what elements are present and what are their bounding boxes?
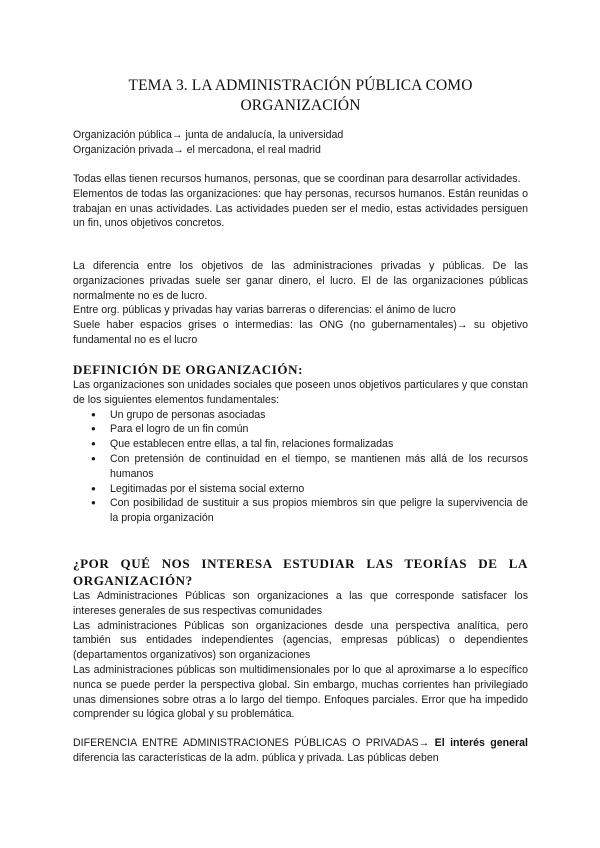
- resources-paragraph-block: [73, 172, 528, 231]
- objectives-paragraph: La diferencia entre los objetivos de las administraciones privadas y públicas. De las organizaciones privadas suele ser ganar dinero, el lucro. El de las organizaciones públicas normalmente no es de lucro.: [73, 260, 528, 302]
- page-title-line-1: TEMA 3. LA ADMINISTRACIÓN PÚBLICA COMO: [128, 77, 473, 94]
- why-paragraph-1: Las Administraciones Públicas son organizaciones a las que corresponde satisfacer los intereses generales de sus respectivas comunidades: [73, 590, 528, 617]
- page-title: [73, 76, 528, 116]
- why-block: [73, 589, 528, 722]
- intro-block: [73, 128, 528, 158]
- definition-intro: Las organizaciones son unidades sociales que poseen unos objetivos particulares y que constan de los siguientes elementos fundamentales:: [73, 379, 528, 406]
- definition-list-item: ● Con pretensión de continuidad en el tiempo, se mantienen más allá de los recursos humanos: [73, 452, 528, 482]
- page-title-line-2: ORGANIZACIÓN: [240, 97, 361, 114]
- definition-heading: DEFINICIÓN DE ORGANIZACIÓN:: [73, 362, 303, 377]
- objectives-paragraph-block: [73, 259, 528, 348]
- why-heading: ¿POR QUÉ NOS INTERESA ESTUDIAR LAS TEORÍAS DE LA ORGANIZACIÓN?: [73, 556, 528, 588]
- general-interest-term: El interés general: [434, 737, 528, 749]
- difference-block: [73, 736, 528, 766]
- difference-lead: DIFERENCIA ENTRE ADMINISTRACIONES PÚBLICAS O PRIVADAS→: [73, 737, 435, 749]
- private-org-example: Organización privada→ el mercadona, el real madrid: [73, 143, 321, 156]
- barriers-paragraph: Entre org. públicas y privadas hay varias barreras o diferencias: el ánimo de lucro: [73, 304, 456, 317]
- grey-areas-paragraph: Suele haber espacios grises o intermedias: las ONG (no gubernamentales)→ su objetivo fundamental no es el lucro: [73, 319, 528, 346]
- definition-list-item: ● Con posibilidad de sustituir a sus propios miembros sin que peligre la supervivencia de la propia organización: [73, 496, 528, 526]
- elements-paragraph: Elementos de todas las organizaciones: que hay personas, recursos humanos. Están reunidas o trabajan en unas actividades. Las actividades pueden ser el medio, estas actividades persiguen un fin, unos objetivos concretos.: [73, 187, 528, 230]
- definition-block: [73, 378, 528, 526]
- public-org-example: Organización pública→ junta de andalucía, la universidad: [73, 129, 344, 141]
- definition-list: [73, 408, 528, 526]
- definition-list-item: ● Legitimadas por el sistema social externo: [73, 482, 528, 497]
- definition-list-item: ● Para el logro de un fin común: [73, 422, 528, 437]
- why-paragraph-2: Las administraciones Públicas son organizaciones desde una perspectiva analítica, pero también sus entidades independientes (agencias, empresas públicas) o dependientes (departamentos organizativos) son organizaciones: [73, 619, 528, 662]
- difference-rest: diferencia las características de la adm. pública y privada. Las públicas deben: [73, 751, 439, 764]
- definition-list-item: ● Que establecen entre ellas, a tal fin, relaciones formalizadas: [73, 437, 528, 452]
- resources-paragraph: Todas ellas tienen recursos humanos, personas, que se coordinan para desarrollar actividades.: [73, 173, 521, 185]
- why-paragraph-3: Las administraciones públicas son multidimensionales por lo que al aproximarse a lo específico nunca se puede perder la perspectiva global. Sin embargo, muchas corrientes han privilegiado unas dimensiones sobre otras a lo largo del tiempo. Enfoques parciales. Error que ha impedido comprender su lógica global y su problemática.: [73, 663, 528, 721]
- difference-paragraph: [73, 736, 528, 766]
- definition-list-item: ● Un grupo de personas asociadas: [73, 408, 528, 423]
